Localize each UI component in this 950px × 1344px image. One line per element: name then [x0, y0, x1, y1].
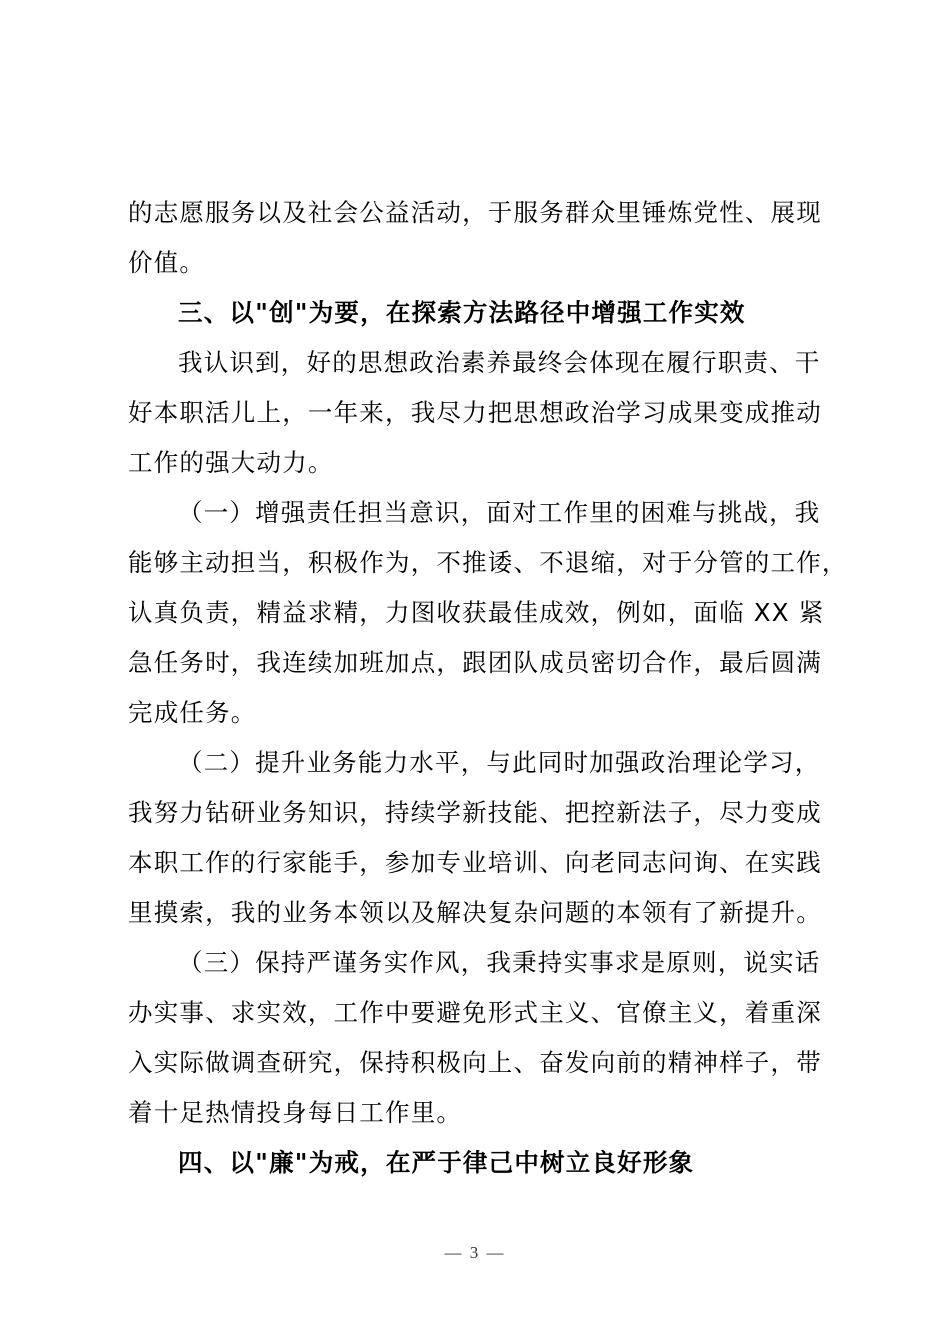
subsection-2-line: （二）提升业务能力水平，与此同时加强政治理论学习，	[178, 748, 821, 777]
subsection-1-line: （一）增强责任担当意识，面对工作里的困难与挑战，我	[178, 498, 821, 527]
paragraph-line: 的志愿服务以及社会公益活动，于服务群众里锤炼党性、展现	[128, 198, 822, 227]
section-heading-4: 四、以"廉"为戒，在严于律己中树立良好形象	[178, 1148, 695, 1177]
paragraph-line: 办实事、求实效，工作中要避免形式主义、官僚主义，着重深	[128, 998, 822, 1027]
section-heading-3: 三、以"创"为要，在探索方法路径中增强工作实效	[178, 298, 746, 327]
paragraph-line: 价值。	[128, 248, 206, 277]
paragraph-line: 我认识到，好的思想政治素养最终会体现在履行职责、干	[178, 348, 821, 377]
paragraph-line: 入实际做调查研究，保持积极向上、奋发向前的精神样子，带	[128, 1048, 822, 1077]
paragraph-line: 工作的强大动力。	[128, 448, 334, 477]
paragraph-line: 着十足热情投身每日工作里。	[128, 1098, 463, 1127]
paragraph-line: 急任务时，我连续加班加点，跟团队成员密切合作，最后圆满	[128, 648, 822, 677]
subsection-3-line: （三）保持严谨务实作风，我秉持实事求是原则，说实话	[178, 948, 821, 977]
paragraph-line: 好本职活儿上，一年来，我尽力把思想政治学习成果变成推动	[128, 398, 822, 427]
paragraph-line: 认真负责，精益求精，力图收获最佳成效，例如，面临 XX 紧	[128, 598, 825, 627]
document-body	[128, 188, 848, 1188]
paragraph-line: 完成任务。	[128, 698, 257, 727]
paragraph-line: 能够主动担当，积极作为，不推诿、不退缩，对于分管的工作，	[128, 548, 848, 577]
page-number: — 3 —	[444, 1243, 506, 1262]
paragraph-line: 里摸索，我的业务本领以及解决复杂问题的本领有了新提升。	[128, 898, 822, 927]
paragraph-line: 本职工作的行家能手，参加专业培训、向老同志问询、在实践	[128, 848, 822, 877]
paragraph-line: 我努力钻研业务知识，持续学新技能、把控新法子，尽力变成	[128, 798, 822, 827]
